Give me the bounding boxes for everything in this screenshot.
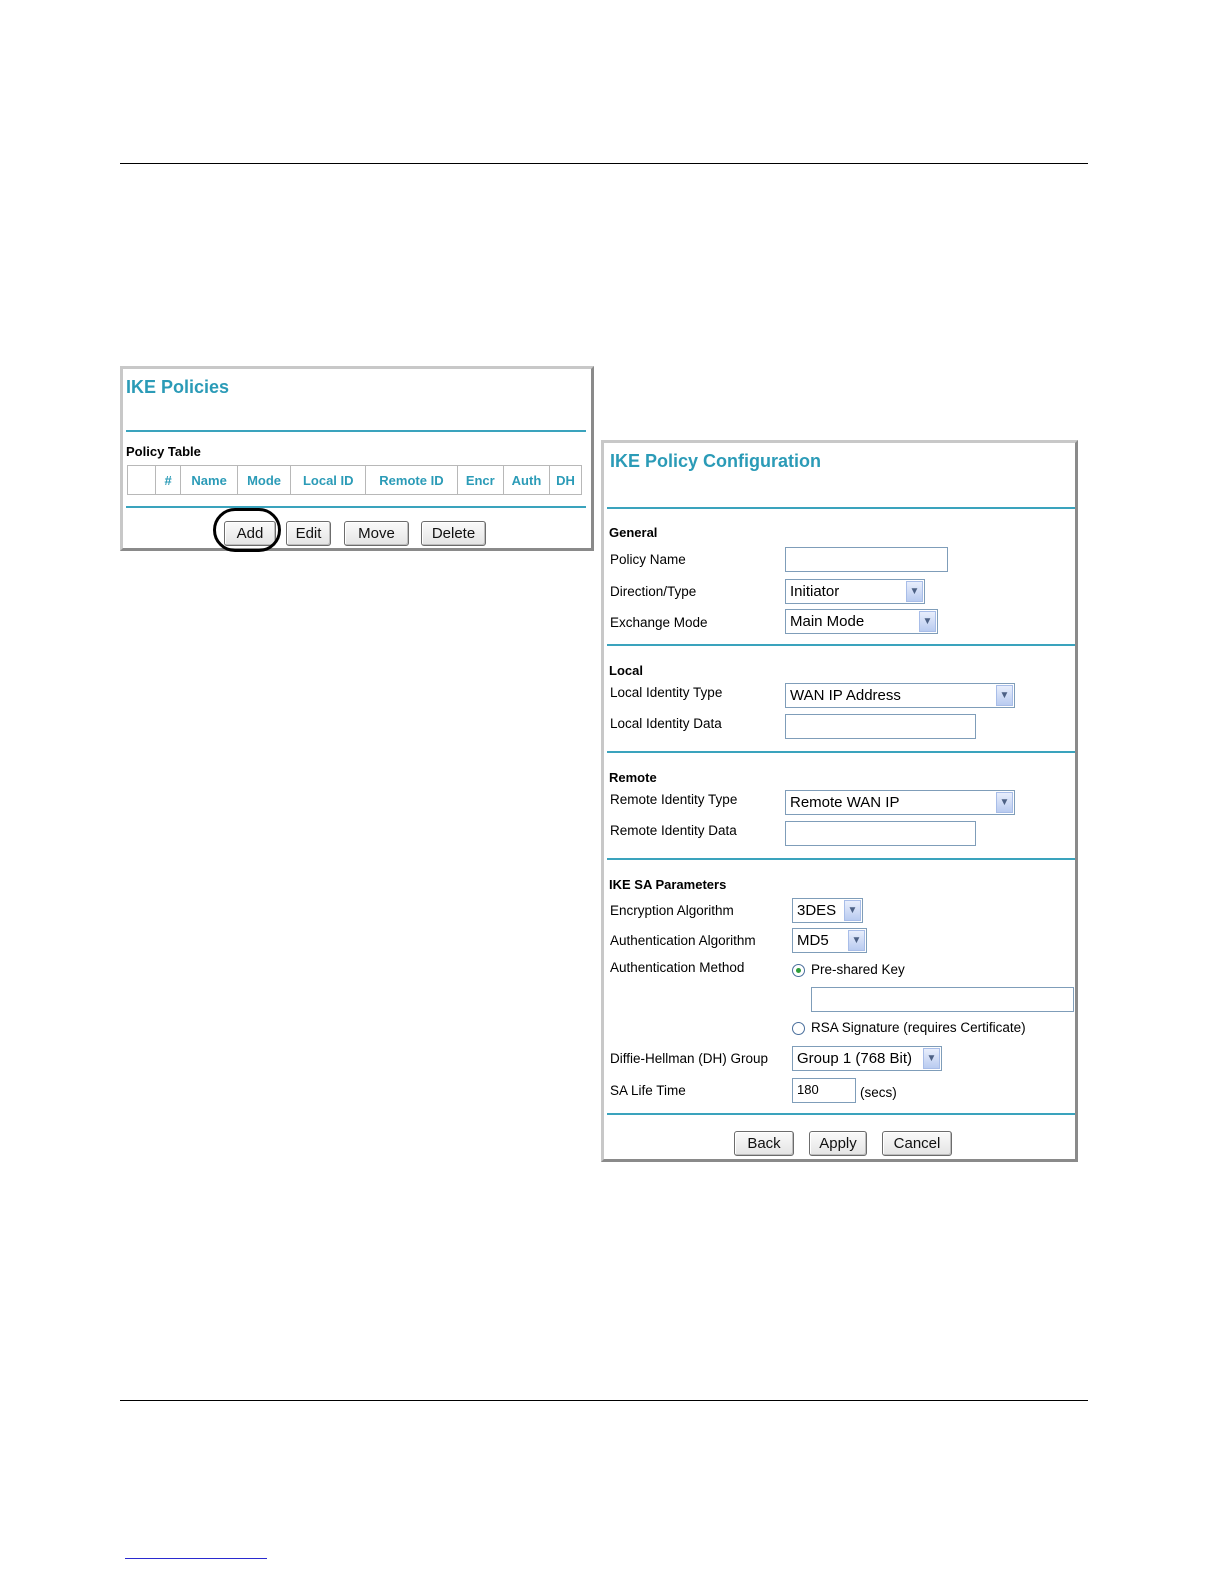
footer-link-underline[interactable]: [125, 1558, 267, 1559]
column-header-encr: Encr: [457, 466, 503, 495]
chevron-down-icon: ▼: [923, 1048, 940, 1069]
footer-rule: [120, 1400, 1088, 1401]
local-identity-data-input[interactable]: [785, 714, 976, 739]
back-button[interactable]: Back: [734, 1131, 794, 1156]
divider: [126, 430, 586, 432]
column-header-dh: DH: [550, 466, 582, 495]
preshared-key-radio[interactable]: [792, 964, 805, 977]
sa-life-time-input[interactable]: 180: [792, 1078, 856, 1103]
add-button[interactable]: Add: [224, 521, 276, 546]
direction-type-select[interactable]: [785, 579, 925, 604]
chevron-down-icon: ▼: [906, 581, 923, 602]
remote-identity-type-select[interactable]: [785, 790, 1015, 815]
chevron-down-icon: ▼: [844, 900, 861, 921]
authentication-algorithm-select[interactable]: [792, 928, 867, 953]
exchange-mode-value: Main Mode: [790, 613, 865, 630]
header-rule: [120, 163, 1088, 164]
chevron-down-icon: ▼: [848, 930, 865, 951]
divider: [607, 751, 1075, 753]
preshared-key-label: Pre-shared Key: [811, 962, 905, 977]
divider: [607, 858, 1075, 860]
column-header-remote-id: Remote ID: [366, 466, 457, 495]
local-identity-data-label: Local Identity Data: [610, 716, 722, 731]
remote-heading: Remote: [609, 770, 657, 785]
ike-policies-panel: [120, 366, 594, 551]
authentication-method-label: Authentication Method: [610, 960, 745, 975]
policy-name-input[interactable]: [785, 547, 948, 572]
divider: [607, 507, 1075, 509]
column-header-select: [128, 466, 156, 495]
cancel-button[interactable]: Cancel: [882, 1131, 952, 1156]
exchange-mode-label: Exchange Mode: [610, 615, 708, 630]
column-header-local-id: Local ID: [291, 466, 366, 495]
direction-type-value: Initiator: [790, 583, 840, 600]
chevron-down-icon: ▼: [919, 611, 936, 632]
divider: [126, 506, 586, 508]
sa-life-time-label: SA Life Time: [610, 1083, 686, 1098]
ike-policy-config-panel: [601, 440, 1078, 1162]
dh-group-value: Group 1 (768 Bit): [797, 1050, 913, 1067]
encryption-algorithm-label: Encryption Algorithm: [610, 903, 734, 918]
local-identity-type-value: WAN IP Address: [790, 687, 901, 704]
encryption-algorithm-select[interactable]: [792, 898, 863, 923]
remote-identity-type-label: Remote Identity Type: [610, 792, 738, 807]
policy-table-label: Policy Table: [126, 444, 201, 459]
move-button[interactable]: Move: [344, 521, 409, 546]
direction-type-label: Direction/Type: [610, 584, 697, 599]
general-heading: General: [609, 525, 658, 540]
policy-table-header: [128, 466, 582, 495]
column-header-number: #: [155, 466, 181, 495]
encryption-algorithm-value: 3DES: [797, 902, 837, 919]
ike-sa-parameters-heading: IKE SA Parameters: [609, 877, 727, 892]
exchange-mode-select[interactable]: [785, 609, 938, 634]
divider: [607, 644, 1075, 646]
local-identity-type-select[interactable]: [785, 683, 1015, 708]
divider: [607, 1113, 1075, 1115]
apply-button[interactable]: Apply: [809, 1131, 867, 1156]
add-button-highlight: [213, 508, 281, 552]
policy-name-label: Policy Name: [610, 552, 686, 567]
ike-config-title: IKE Policy Configuration: [610, 451, 822, 471]
policy-table: [127, 465, 582, 495]
column-header-name: Name: [181, 466, 237, 495]
authentication-algorithm-value: MD5: [797, 932, 829, 949]
remote-identity-data-input[interactable]: [785, 821, 976, 846]
chevron-down-icon: ▼: [996, 685, 1013, 706]
delete-button[interactable]: Delete: [421, 521, 486, 546]
chevron-down-icon: ▼: [996, 792, 1013, 813]
preshared-key-input[interactable]: [811, 987, 1074, 1012]
remote-identity-type-value: Remote WAN IP: [790, 794, 900, 811]
rsa-signature-label: RSA Signature (requires Certificate): [811, 1020, 1026, 1035]
column-header-auth: Auth: [503, 466, 549, 495]
rsa-signature-radio[interactable]: [792, 1022, 805, 1035]
column-header-mode: Mode: [237, 466, 290, 495]
authentication-algorithm-label: Authentication Algorithm: [610, 933, 756, 948]
remote-identity-data-label: Remote Identity Data: [610, 823, 737, 838]
dh-group-select[interactable]: [792, 1046, 942, 1071]
sa-life-time-unit: (secs): [860, 1085, 897, 1100]
dh-group-label: Diffie-Hellman (DH) Group: [610, 1051, 769, 1066]
edit-button[interactable]: Edit: [286, 521, 331, 546]
ike-policies-title: IKE Policies: [126, 377, 230, 397]
local-identity-type-label: Local Identity Type: [610, 685, 723, 700]
local-heading: Local: [609, 663, 643, 678]
